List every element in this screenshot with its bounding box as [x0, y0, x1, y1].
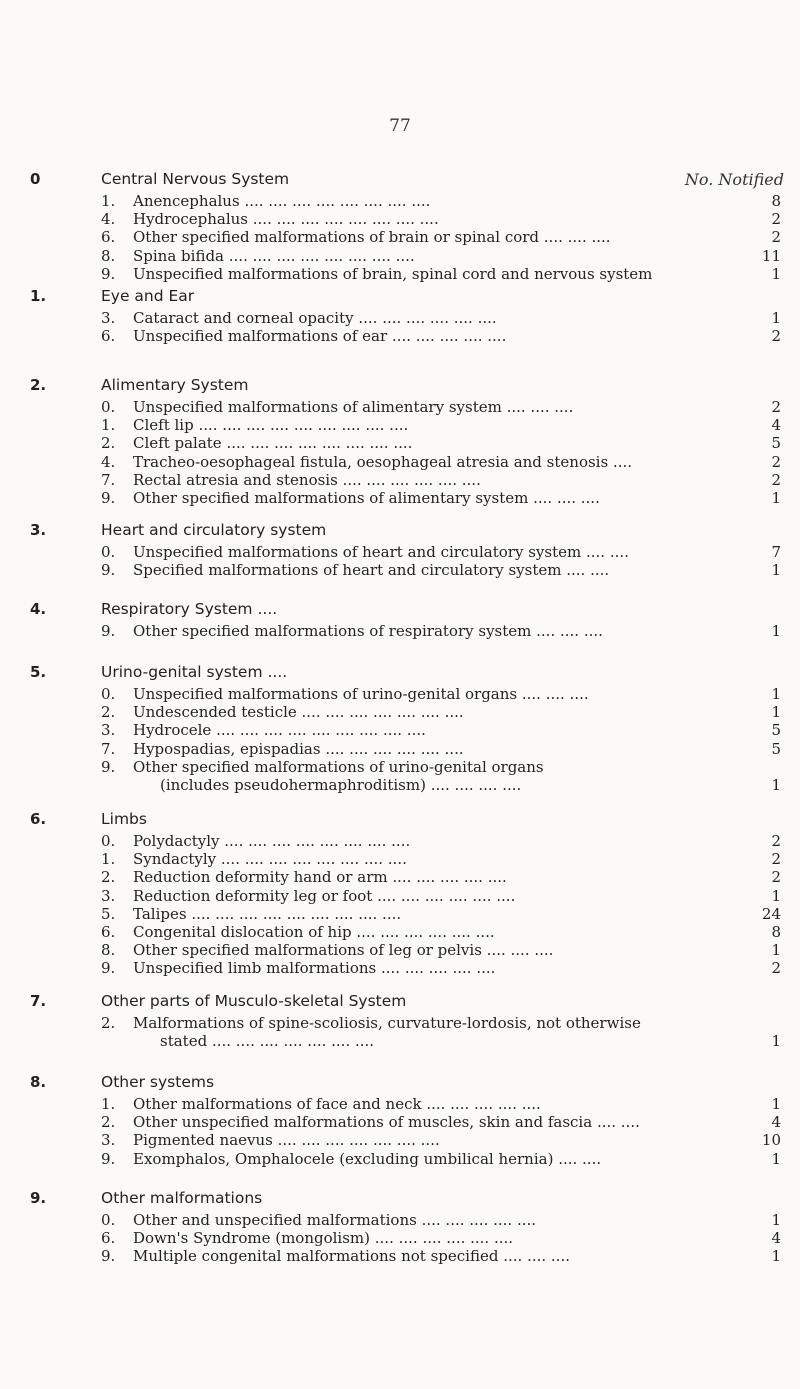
section-title: Other malformations — [101, 1189, 263, 1207]
row-code: 0. — [101, 398, 116, 416]
row-label: stated .... .... .... .... .... .... .... — [160, 1032, 375, 1051]
table-row — [0, 453, 800, 471]
table-row — [0, 721, 800, 739]
table-row — [0, 887, 800, 905]
section-number: 2. — [30, 376, 47, 394]
row-label: Unspecified malformations of brain, spinal cord and nervous system — [133, 264, 653, 283]
section-number: 3. — [30, 521, 47, 539]
table-row — [0, 1032, 800, 1050]
row-value: 1 — [771, 886, 781, 905]
row-value: 1 — [771, 703, 781, 722]
section-title: Limbs — [101, 810, 147, 828]
row-label: Other specified malformations of leg or pelvis .... .... .... — [133, 941, 554, 960]
section-title: Alimentary System — [101, 376, 249, 394]
row-code: 1. — [101, 192, 116, 210]
row-value: 4 — [771, 1229, 781, 1248]
row-code: 1. — [101, 1095, 116, 1113]
row-code: 9. — [101, 489, 116, 507]
section-title: Heart and circulatory system — [101, 521, 327, 539]
row-code: 4. — [101, 210, 116, 229]
table-row — [0, 1131, 800, 1149]
row-value: 2 — [771, 959, 781, 978]
table-row — [0, 905, 800, 923]
table-row — [0, 1113, 800, 1131]
column-header-notified: No. Notified — [684, 170, 784, 189]
row-value: 2 — [771, 210, 781, 229]
row-value: 1 — [771, 1032, 781, 1051]
row-value: 5 — [771, 739, 781, 758]
row-code: 3. — [101, 886, 116, 905]
table-row — [0, 561, 800, 579]
section-title: Other systems — [101, 1073, 215, 1091]
row-value: 2 — [771, 850, 781, 869]
row-code: 2. — [101, 703, 116, 722]
row-code: 9. — [101, 1149, 116, 1168]
row-label: Syndactyly .... .... .... .... .... .... .... .... — [133, 850, 407, 869]
table-row — [0, 210, 800, 228]
row-label: Malformations of spine-scoliosis, curvature-lordosis, not otherwise — [133, 1014, 641, 1032]
table-row — [0, 434, 800, 452]
row-value: 1 — [771, 1211, 781, 1229]
table-row — [0, 1229, 800, 1247]
row-code: 2. — [101, 434, 116, 453]
table-row — [0, 622, 800, 640]
row-label: Hydrocephalus .... .... .... .... .... .... .... .... — [133, 210, 439, 229]
row-code: 6. — [101, 228, 116, 247]
section-title: Eye and Ear — [101, 287, 195, 305]
section-number: 4. — [30, 600, 47, 618]
table-row — [0, 740, 800, 758]
section-number: 0 — [30, 170, 41, 188]
row-value: 4 — [771, 1113, 781, 1132]
row-value: 8 — [771, 923, 781, 941]
row-code: 0. — [101, 543, 116, 561]
row-value: 1 — [771, 941, 781, 960]
row-label: Other specified malformations of brain or spinal cord .... .... .... — [133, 228, 611, 247]
row-code: 6. — [101, 327, 116, 346]
row-code: 9. — [101, 959, 116, 978]
row-code: 7. — [101, 739, 116, 758]
row-code: 6. — [101, 923, 116, 941]
row-code: 8. — [101, 246, 116, 265]
row-value: 1 — [771, 489, 781, 507]
row-label: Other malformations of face and neck .... .... .... .... .... — [133, 1095, 541, 1113]
row-label: Cleft palate .... .... .... .... .... .... .... .... — [133, 434, 413, 453]
row-code: 0. — [101, 1211, 116, 1229]
table-row — [0, 685, 800, 703]
row-label: (includes pseudohermaphroditism) .... .... .... .... — [160, 776, 522, 794]
row-code: 0. — [101, 832, 116, 850]
row-value: 2 — [771, 228, 781, 247]
section-title: Central Nervous System — [101, 170, 290, 188]
row-code: 1. — [101, 416, 116, 435]
row-label: Tracheo-oesophageal fistula, oesophageal atresia and stenosis .... — [133, 452, 633, 471]
row-label: Other and unspecified malformations .... .... .... .... .... — [133, 1211, 537, 1229]
row-label: Other unspecified malformations of muscles, skin and fascia .... .... — [133, 1113, 640, 1132]
row-value: 7 — [771, 543, 781, 561]
table-row — [0, 850, 800, 868]
table-row — [0, 489, 800, 507]
row-label: Multiple congenital malformations not specified .... .... .... — [133, 1247, 570, 1266]
row-value: 2 — [771, 327, 781, 346]
row-code: 1. — [101, 850, 116, 869]
row-label: Cleft lip .... .... .... .... .... .... .... .... .... — [133, 416, 409, 435]
row-value: 11 — [761, 246, 781, 265]
table-row — [0, 416, 800, 434]
table-row — [0, 1150, 800, 1168]
table-row — [0, 959, 800, 977]
row-code: 7. — [101, 470, 116, 489]
row-label: Unspecified malformations of heart and circulatory system .... .... — [133, 543, 629, 561]
row-value: 1 — [771, 309, 781, 327]
row-code: 2. — [101, 1014, 116, 1032]
row-code: 2. — [101, 1113, 116, 1132]
row-code: 9. — [101, 757, 116, 776]
table-row — [0, 703, 800, 721]
table-row — [0, 776, 800, 794]
table-row — [0, 1014, 800, 1032]
table-row — [0, 471, 800, 489]
row-value: 4 — [771, 416, 781, 435]
row-code: 8. — [101, 941, 116, 960]
row-label: Anencephalus .... .... .... .... .... .... .... .... — [133, 192, 431, 210]
table-row — [0, 923, 800, 941]
row-value: 1 — [771, 264, 781, 283]
table-row — [0, 327, 800, 345]
row-value: 10 — [761, 1131, 781, 1150]
row-label: Congenital dislocation of hip .... .... .... .... .... .... — [133, 923, 495, 941]
section-number: 9. — [30, 1189, 47, 1207]
row-value: 2 — [771, 452, 781, 471]
row-code: 9. — [101, 1247, 116, 1266]
table-row — [0, 398, 800, 416]
table-row — [0, 758, 800, 776]
row-code: 2. — [101, 868, 116, 887]
table-row — [0, 192, 800, 210]
row-label: Rectal atresia and stenosis .... .... .... .... .... .... — [133, 470, 481, 489]
section-title: Respiratory System .... — [101, 600, 278, 618]
section-title: Urino-genital system .... — [101, 663, 288, 681]
table-row — [0, 832, 800, 850]
row-value: 1 — [771, 622, 781, 640]
page-number: 77 — [389, 116, 411, 136]
row-label: Reduction deformity leg or foot .... .... .... .... .... .... — [133, 886, 516, 905]
row-label: Hypospadias, epispadias .... .... .... .... .... .... — [133, 739, 464, 758]
row-label: Down's Syndrome (mongolism) .... .... .... .... .... .... — [133, 1229, 514, 1248]
row-label: Spina bifida .... .... .... .... .... .... .... .... — [133, 246, 415, 265]
table-row — [0, 1247, 800, 1265]
row-label: Unspecified limb malformations .... .... .... .... .... — [133, 959, 496, 978]
row-value: 1 — [771, 685, 781, 703]
row-label: Unspecified malformations of ear .... .... .... .... .... — [133, 327, 507, 346]
row-code: 3. — [101, 309, 116, 327]
row-label: Unspecified malformations of urino-genital organs .... .... .... — [133, 685, 589, 703]
row-code: 9. — [101, 264, 116, 283]
row-value: 2 — [771, 832, 781, 850]
table-row — [0, 1211, 800, 1229]
row-value: 1 — [771, 1095, 781, 1113]
row-label: Reduction deformity hand or arm .... .... .... .... .... — [133, 868, 507, 887]
table-row — [0, 1095, 800, 1113]
section-number: 7. — [30, 992, 47, 1010]
row-label: Other specified malformations of urino-genital organs — [133, 757, 544, 776]
row-value: 24 — [761, 904, 781, 923]
row-label: Other specified malformations of alimentary system .... .... .... — [133, 489, 600, 507]
section-number: 6. — [30, 810, 47, 828]
section-number: 1. — [30, 287, 47, 305]
row-code: 3. — [101, 721, 116, 740]
row-value: 1 — [771, 1149, 781, 1168]
row-label: Talipes .... .... .... .... .... .... .... .... .... — [133, 904, 402, 923]
row-value: 8 — [771, 192, 781, 210]
row-code: 5. — [101, 904, 116, 923]
row-value: 1 — [771, 561, 781, 580]
row-value: 2 — [771, 398, 781, 416]
row-label: Other specified malformations of respiratory system .... .... .... — [133, 622, 603, 640]
row-label: Pigmented naevus .... .... .... .... .... .... .... — [133, 1131, 440, 1150]
table-row — [0, 265, 800, 283]
table-row — [0, 247, 800, 265]
section-number: 5. — [30, 663, 47, 681]
row-label: Unspecified malformations of alimentary system .... .... .... — [133, 398, 574, 416]
section-number: 8. — [30, 1073, 47, 1091]
row-code: 9. — [101, 622, 116, 640]
row-code: 3. — [101, 1131, 116, 1150]
row-value: 5 — [771, 721, 781, 740]
row-value: 1 — [771, 1247, 781, 1266]
row-value: 5 — [771, 434, 781, 453]
row-value: 1 — [771, 776, 781, 794]
table-row — [0, 941, 800, 959]
row-code: 0. — [101, 685, 116, 703]
table-row — [0, 309, 800, 327]
table-row — [0, 868, 800, 886]
row-code: 9. — [101, 561, 116, 580]
table-row — [0, 228, 800, 246]
row-label: Specified malformations of heart and circulatory system .... .... — [133, 561, 610, 580]
row-label: Cataract and corneal opacity .... .... .... .... .... .... — [133, 309, 497, 327]
row-label: Exomphalos, Omphalocele (excluding umbilical hernia) .... .... — [133, 1149, 602, 1168]
row-value: 2 — [771, 470, 781, 489]
row-value: 2 — [771, 868, 781, 887]
row-label: Hydrocele .... .... .... .... .... .... .... .... .... — [133, 721, 426, 740]
section-title: Other parts of Musculo-skeletal System — [101, 992, 407, 1010]
row-code: 6. — [101, 1229, 116, 1248]
table-row — [0, 543, 800, 561]
row-code: 4. — [101, 452, 116, 471]
row-label: Undescended testicle .... .... .... .... .... .... .... — [133, 703, 464, 722]
row-label: Polydactyly .... .... .... .... .... .... .... .... — [133, 832, 411, 850]
